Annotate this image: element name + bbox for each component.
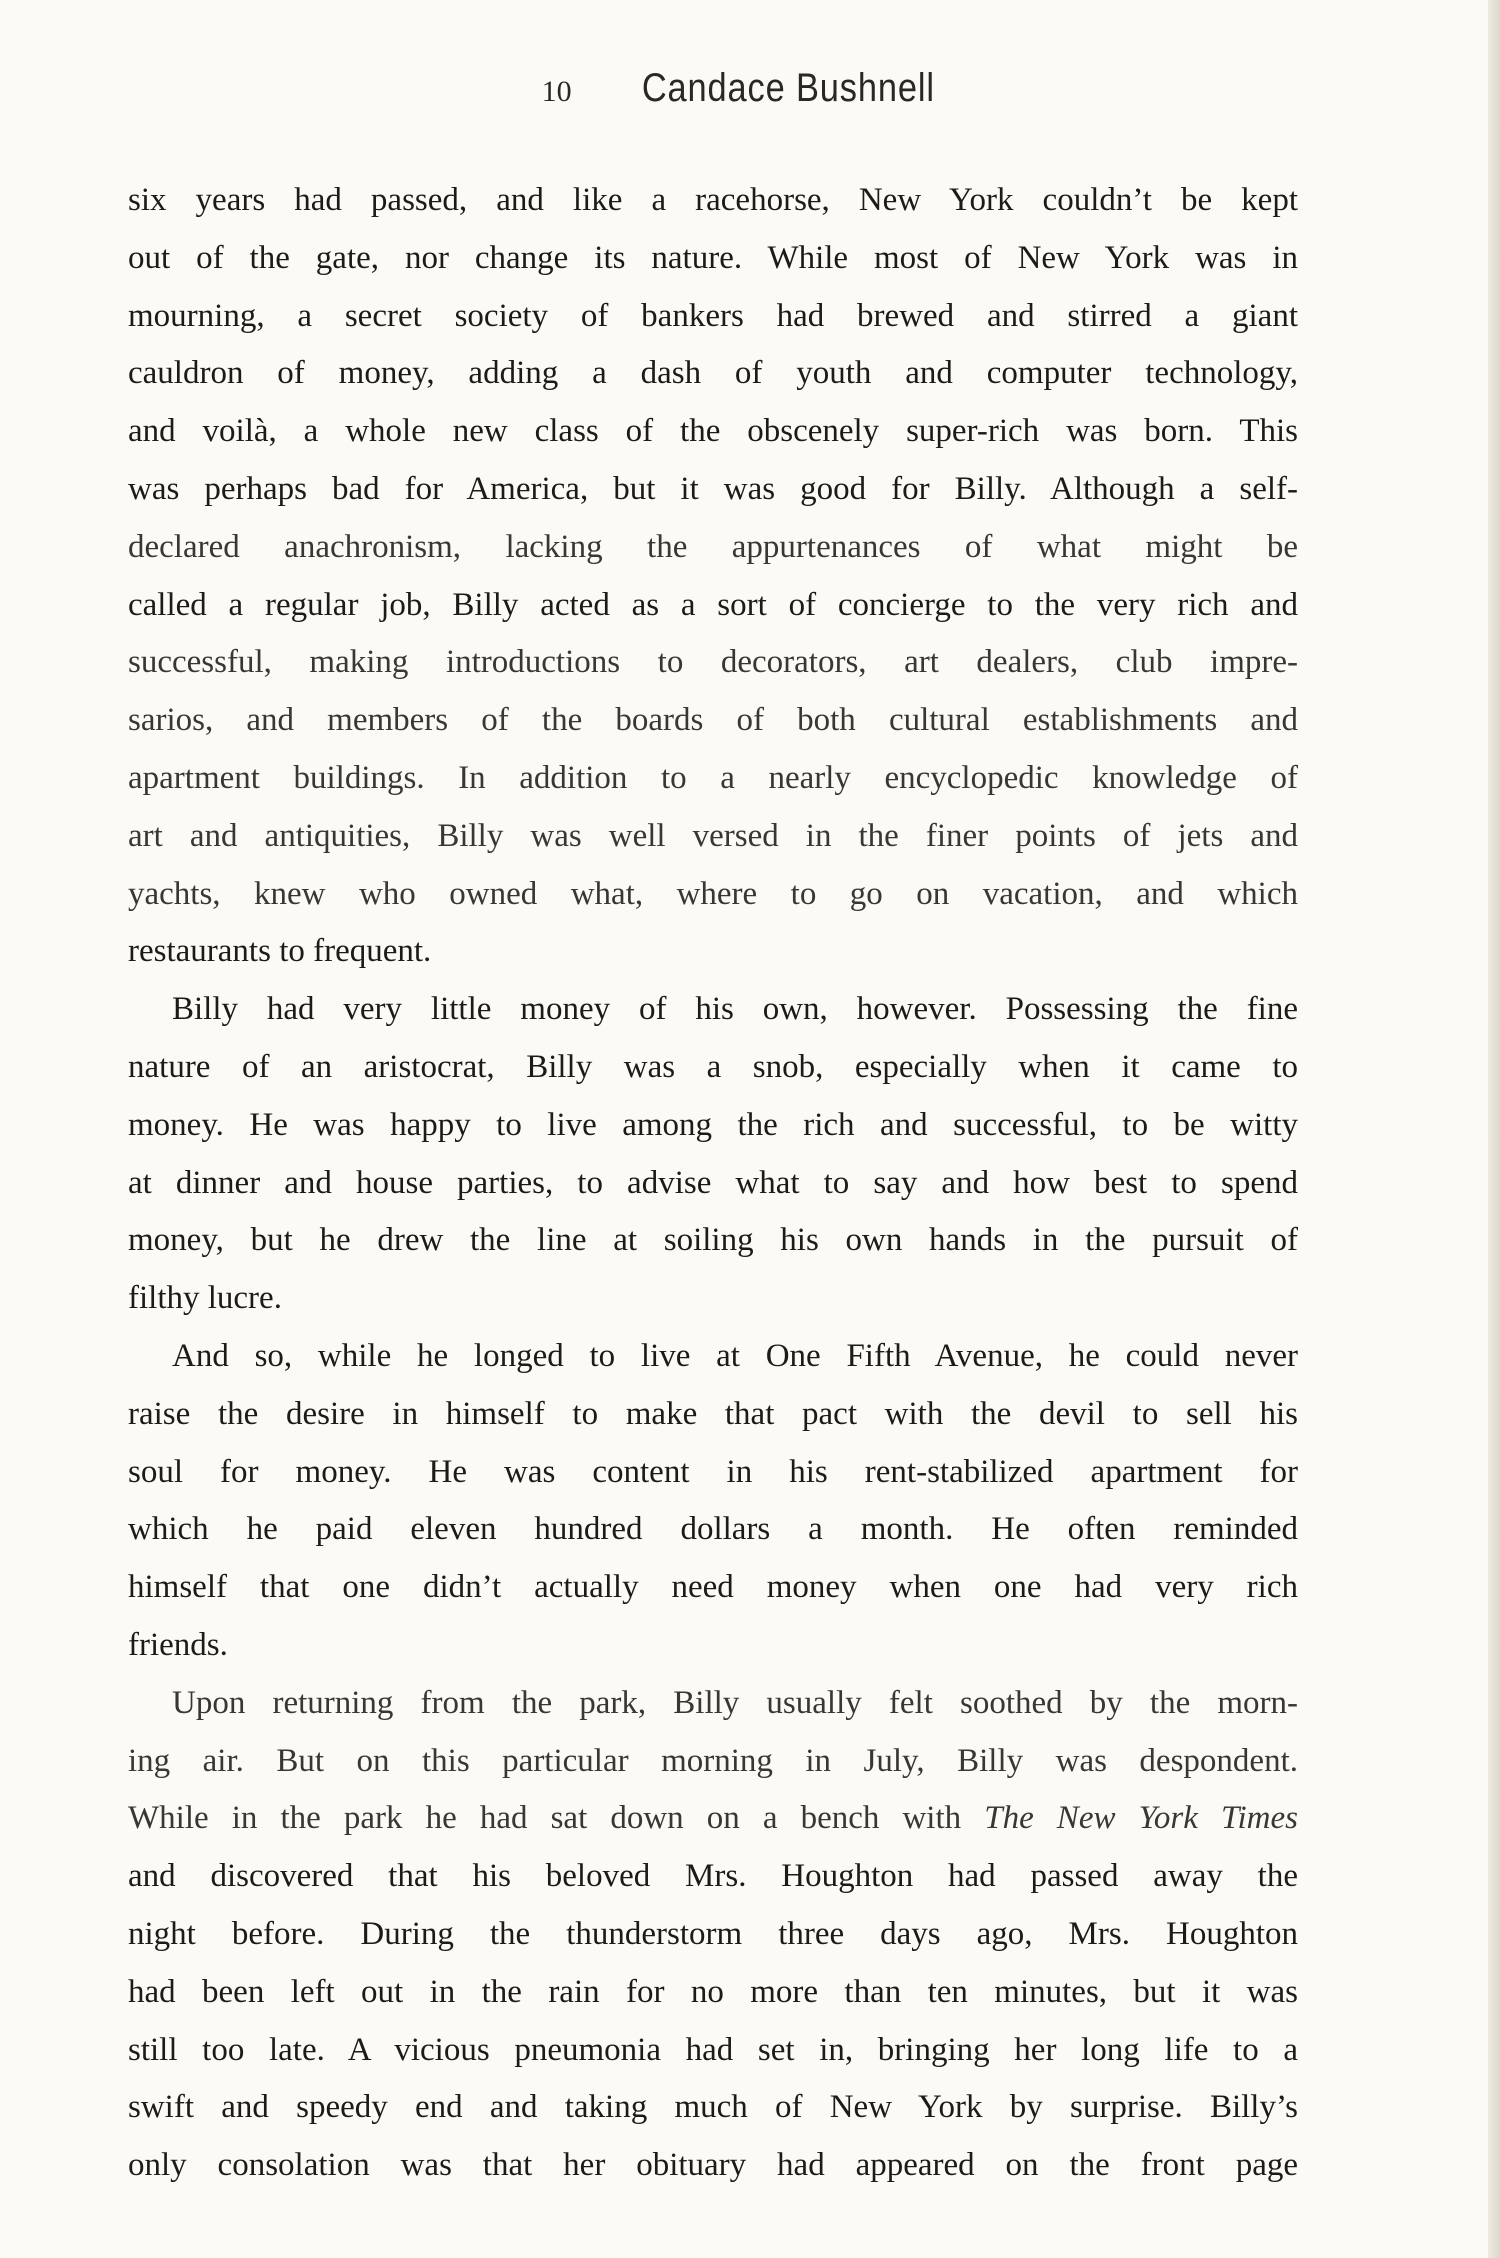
- text-line: called a regular job, Billy acted as a sort of concierge to the very rich and: [128, 586, 1298, 623]
- text-line: yachts, knew who owned what, where to go on vacation, and which: [128, 875, 1298, 912]
- text-line: was perhaps bad for America, but it was good for Billy. Although a self-: [128, 470, 1298, 507]
- text-line: himself that one didn’t actually need money when one had very rich: [128, 1569, 1298, 1606]
- text-line: restaurants to frequent.: [128, 933, 432, 970]
- text-line: money, but he drew the line at soiling his own hands in the pursuit of: [128, 1222, 1298, 1259]
- text-line: only consolation was that her obituary had appeared on the front page: [128, 2147, 1298, 2184]
- text-line: and voilà, a whole new class of the obscenely super-rich was born. This: [128, 413, 1298, 450]
- text-line: Billy had very little money of his own, however. Possessing the fine: [172, 991, 1298, 1028]
- text-line: soul for money. He was content in his rent-stabilized apartment for: [128, 1453, 1298, 1490]
- text-line: six years had passed, and like a racehorse, New York couldn’t be kept: [128, 182, 1298, 218]
- text-line: apartment buildings. In addition to a nearly encyclopedic knowledge of: [128, 759, 1298, 796]
- text-line: And so, while he longed to live at One Fifth Avenue, he could never: [172, 1337, 1298, 1374]
- text-line: out of the gate, nor change its nature. While most of New York was in: [128, 239, 1298, 276]
- text-line: mourning, a secret society of bankers had brewed and stirred a giant: [128, 297, 1298, 334]
- text-span: While in the park he had sat down on a bench with: [128, 1800, 985, 1837]
- text-line: had been left out in the rain for no more than ten minutes, but it was: [128, 1973, 1298, 2010]
- text-line: still too late. A vicious pneumonia had set in, bringing her long life to a: [128, 2031, 1298, 2068]
- page-edge-shadow: [1488, 0, 1500, 2258]
- text-line: nature of an aristocrat, Billy was a snob, especially when it came to: [128, 1048, 1298, 1085]
- running-header: [0, 66, 1500, 111]
- text-line: at dinner and house parties, to advise what to say and how best to spend: [128, 1164, 1298, 1201]
- text-line: raise the desire in himself to make that pact with the devil to sell his: [128, 1395, 1298, 1432]
- text-line: which he paid eleven hundred dollars a month. He often reminded: [128, 1511, 1298, 1548]
- text-line: night before. During the thunderstorm three days ago, Mrs. Houghton: [128, 1915, 1298, 1952]
- body-text: [128, 172, 1298, 2195]
- text-line: sarios, and members of the boards of both cultural establishments and: [128, 702, 1298, 739]
- text-line: and discovered that his beloved Mrs. Houghton had passed away the: [128, 1858, 1298, 1895]
- text-line: art and antiquities, Billy was well versed in the finer points of jets and: [128, 817, 1298, 854]
- text-line: ing air. But on this particular morning in July, Billy was despondent.: [128, 1742, 1298, 1779]
- book-title-italic: The New York Times: [984, 1800, 1298, 1837]
- text-line: Upon returning from the park, Billy usually felt soothed by the morn-: [172, 1684, 1298, 1721]
- text-line: swift and speedy end and taking much of New York by surprise. Billy’s: [128, 2089, 1298, 2126]
- text-line: cauldron of money, adding a dash of youth and computer technology,: [128, 355, 1298, 392]
- text-line: declared anachronism, lacking the appurtenances of what might be: [128, 528, 1298, 565]
- text-line: money. He was happy to live among the rich and successful, to be witty: [128, 1106, 1298, 1143]
- page-number: 10: [541, 75, 572, 108]
- running-head-author: Candace Bushnell: [641, 66, 935, 110]
- text-line: filthy lucre.: [128, 1280, 282, 1317]
- text-line: [128, 1790, 1298, 1848]
- text-line: friends.: [128, 1626, 228, 1663]
- text-line: successful, making introductions to decorators, art dealers, club impre-: [128, 644, 1298, 681]
